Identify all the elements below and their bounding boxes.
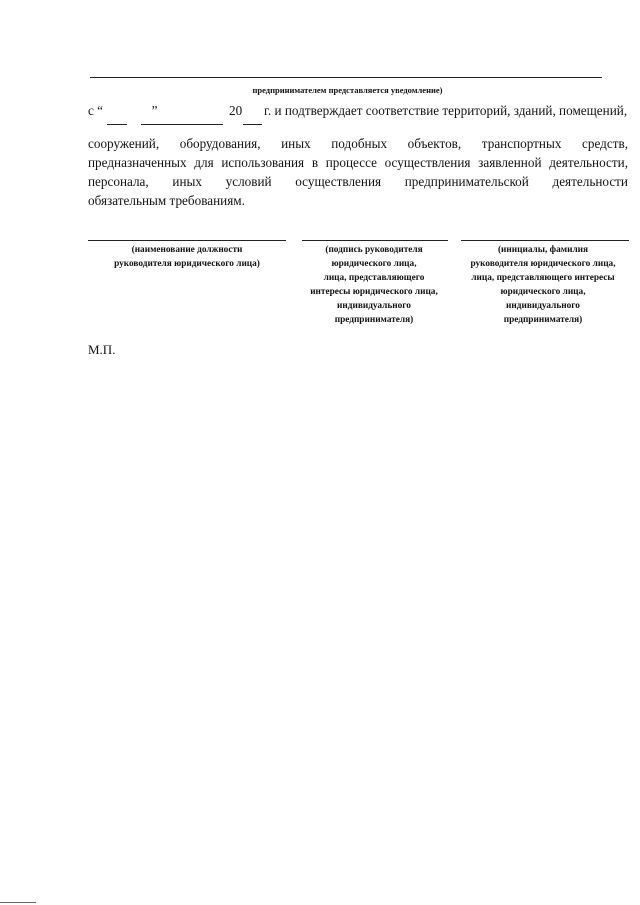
signature-rule-position: [88, 240, 286, 241]
stamp-label: М.П.: [88, 342, 116, 357]
body-line-4: обязательным требованиям.: [88, 193, 245, 208]
signature-rule-name: [461, 240, 629, 241]
caption-line: индивидуального: [337, 301, 411, 311]
caption-line: (наименование должности: [131, 245, 243, 255]
caption-line: руководителя юридического лица,: [470, 259, 616, 269]
year-prefix: 20: [229, 103, 243, 118]
caption-line: лица, представляющего интересы: [471, 273, 615, 283]
caption-line: лица, представляющего: [323, 273, 425, 283]
caption-signature: [294, 243, 454, 327]
caption-line: юридического лица,: [331, 259, 417, 269]
caption-name: [450, 243, 636, 327]
caption-line: предпринимателя): [334, 315, 414, 325]
caption-line: предпринимателя): [503, 315, 583, 325]
month-blank: [141, 124, 223, 125]
caption-position: [92, 243, 282, 271]
body-line-2: предназначенных для использования в процессе осуществления заявленной деятельности,: [88, 155, 628, 170]
signature-rule-signature: [302, 240, 448, 241]
scan-mark: [0, 902, 36, 903]
date-quote-close: ”: [151, 103, 158, 118]
caption-line: (инициалы, фамилия: [497, 245, 589, 255]
year-blank: [243, 124, 262, 125]
caption-line: индивидуального: [506, 301, 580, 311]
top-caption: предпринимателем представляется уведомление): [252, 85, 443, 95]
caption-line: интересы юридического лица,: [310, 287, 438, 297]
date-prefix: с “: [88, 103, 104, 118]
top-rule: [90, 77, 602, 78]
body-line-1: сооружений, оборудования, иных подобных объектов, транспортных средств,: [88, 136, 628, 151]
caption-line: юридического лица,: [500, 287, 586, 297]
caption-line: руководителя юридического лица): [114, 259, 260, 269]
caption-line: (подпись руководителя: [325, 245, 423, 255]
day-blank: [107, 124, 127, 125]
body-line-3: персонала, иных условий осуществления предпринимательской деятельности: [88, 174, 628, 189]
date-line-text: г. и подтверждает соответствие территорий, зданий, помещений,: [264, 103, 628, 118]
